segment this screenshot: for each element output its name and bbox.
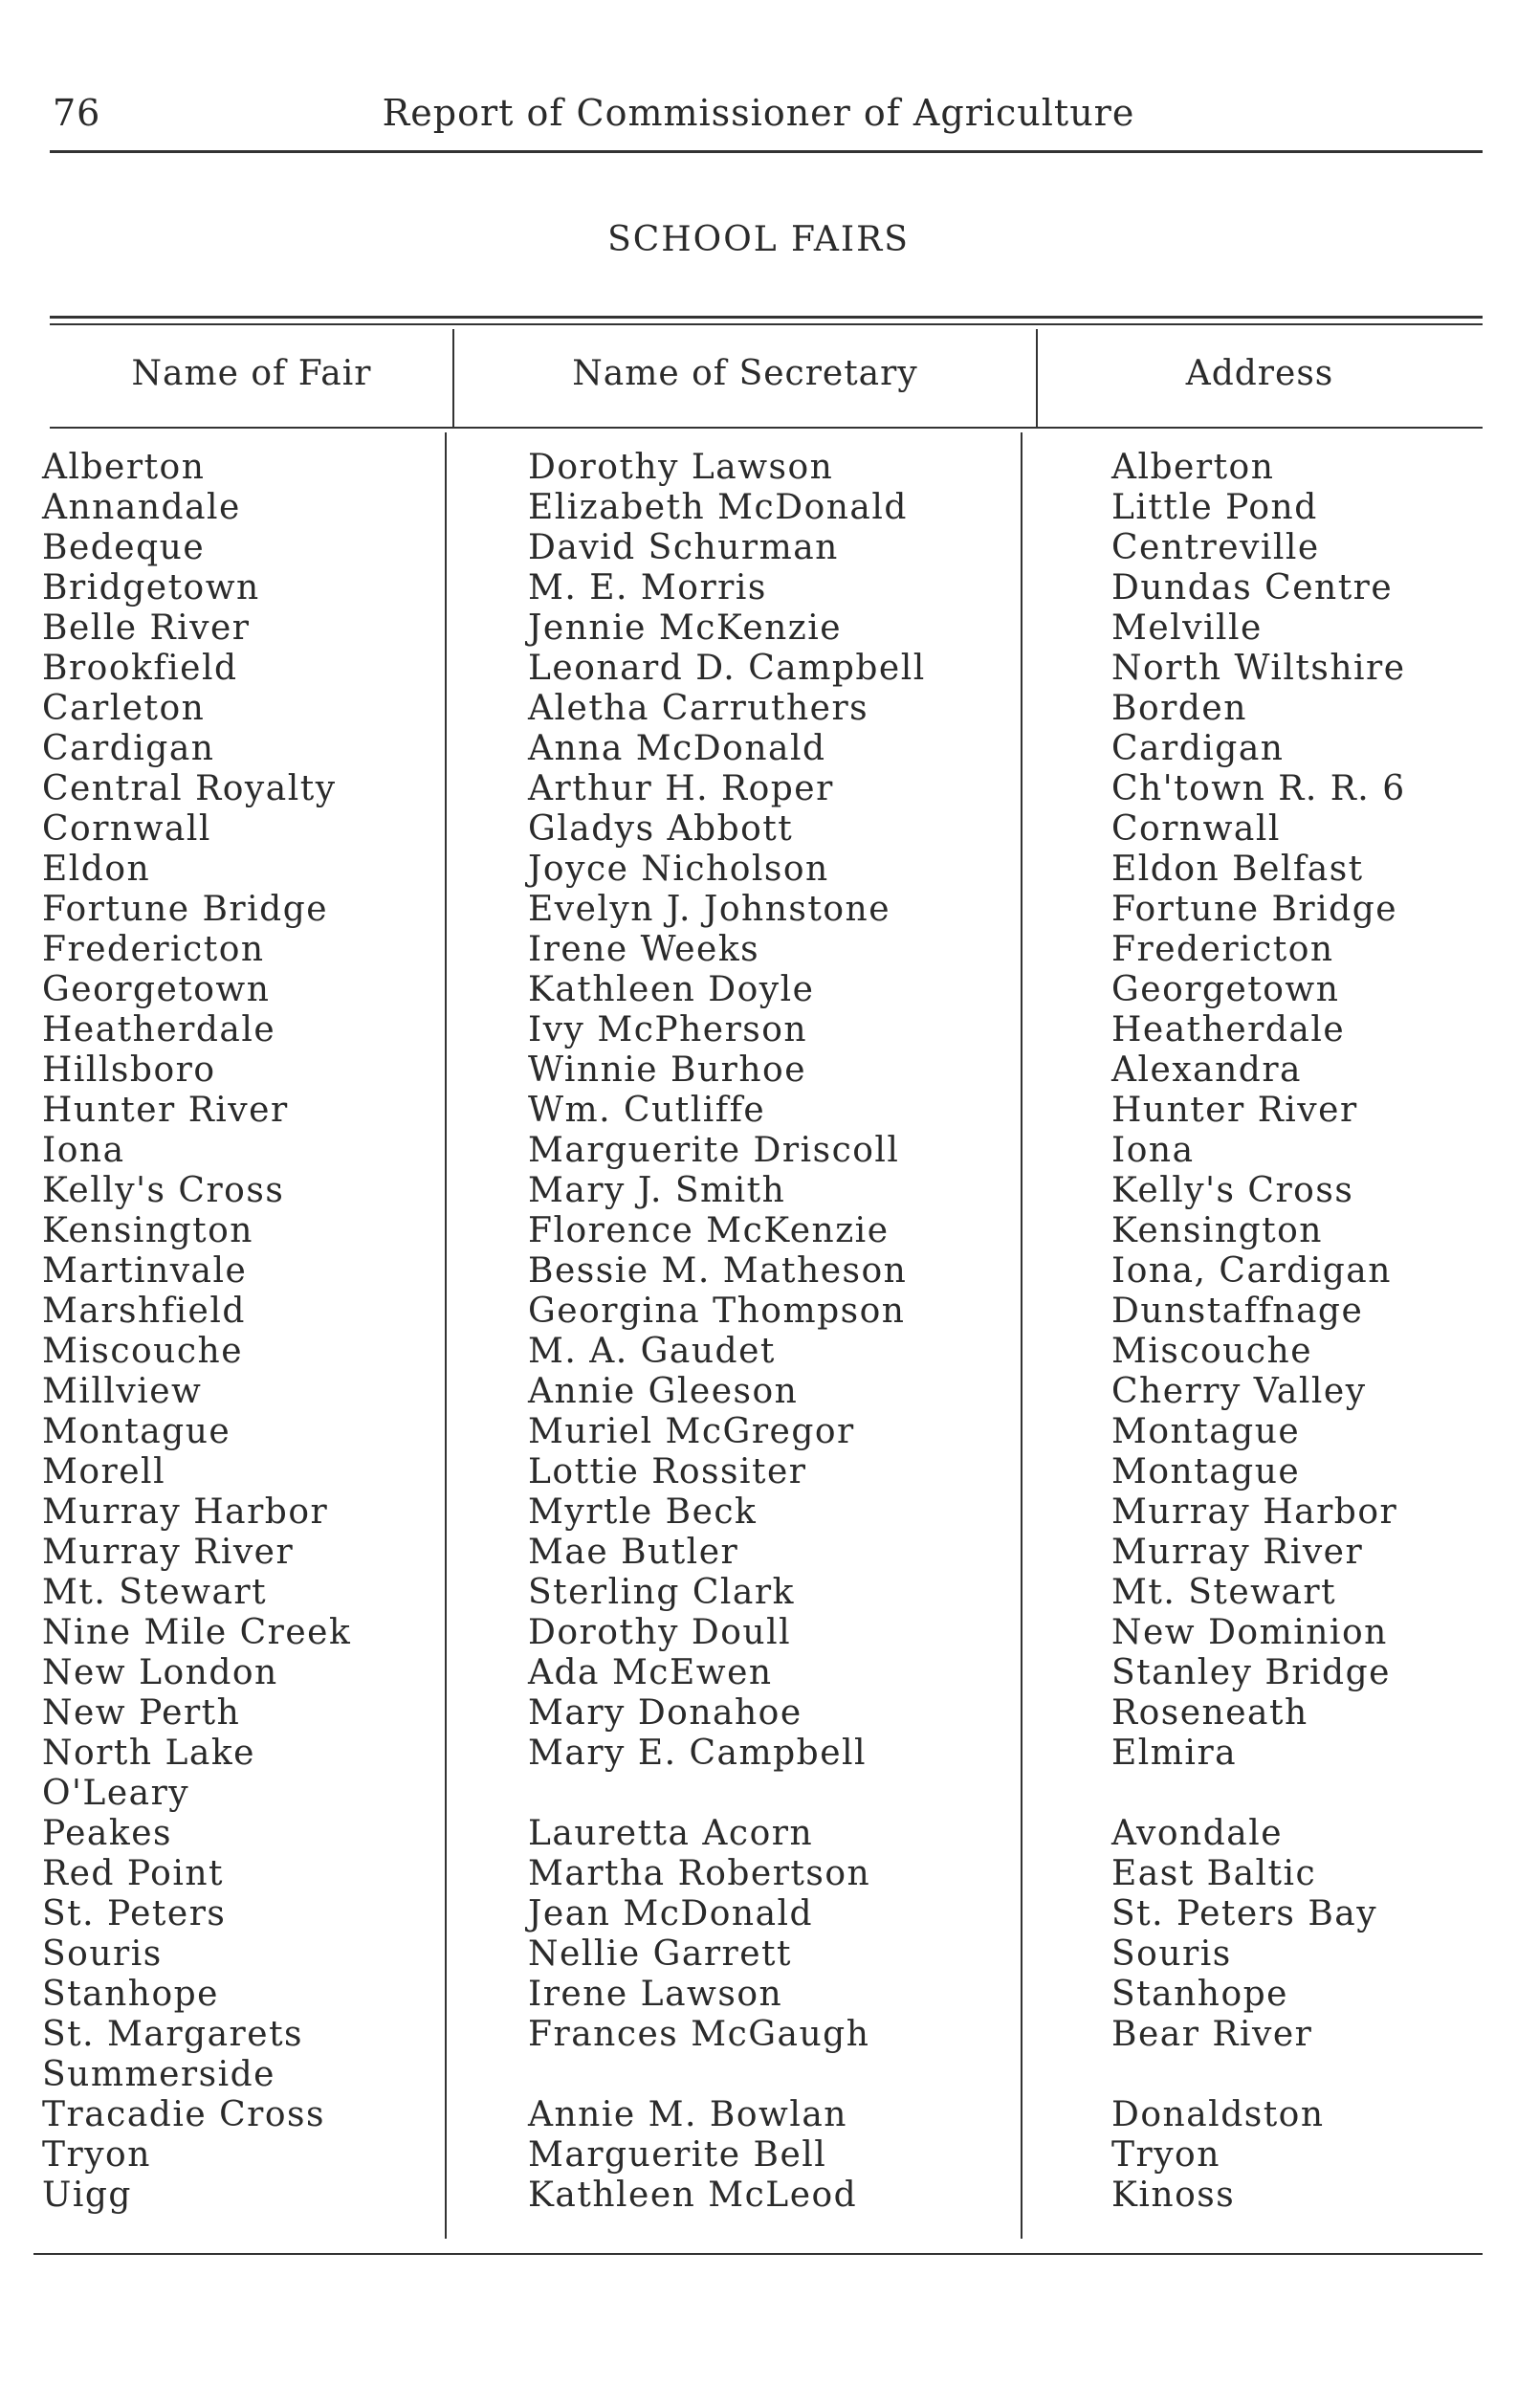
address: Ch'town R. R. 6 <box>1111 769 1406 808</box>
secretary-name: Nellie Garrett <box>528 1934 792 1974</box>
address: Melville <box>1111 608 1263 648</box>
fair-name: Tracadie Cross <box>42 2095 325 2134</box>
address: Kensington <box>1111 1211 1323 1250</box>
secretary-name: Aletha Carruthers <box>528 689 869 728</box>
address: Borden <box>1111 689 1247 728</box>
address: Miscouche <box>1111 1332 1313 1371</box>
address: St. Peters Bay <box>1111 1894 1378 1933</box>
address: North Wiltshire <box>1111 649 1406 688</box>
fair-name: North Lake <box>42 1734 255 1773</box>
fair-name: Summerside <box>42 2055 275 2094</box>
fair-name: Kelly's Cross <box>42 1171 285 1210</box>
address: Cherry Valley <box>1111 1372 1367 1411</box>
column-divider-1-body <box>445 432 447 2239</box>
address: Bear River <box>1111 2015 1313 2054</box>
secretary-name: Jean McDonald <box>528 1894 814 1933</box>
address: Stanley Bridge <box>1111 1653 1391 1692</box>
address: Alberton <box>1111 448 1275 487</box>
secretary-name: M. A. Gaudet <box>528 1332 776 1371</box>
secretary-name: Mae Butler <box>528 1533 739 1572</box>
column-fair-names <box>42 448 351 2216</box>
address <box>1111 1774 1406 1814</box>
secretary-name: Marguerite Driscoll <box>528 1131 900 1170</box>
secretary-name: Lauretta Acorn <box>528 1814 814 1853</box>
fair-name: Peakes <box>42 1814 172 1853</box>
address: Tryon <box>1111 2135 1220 2175</box>
fair-name: Iona <box>42 1131 125 1170</box>
secretary-name: Marguerite Bell <box>528 2135 827 2175</box>
fair-name: O'Leary <box>42 1774 190 1813</box>
fair-name: Central Royalty <box>42 769 337 808</box>
fair-name: Heatherdale <box>42 1010 276 1049</box>
fair-name: Marshfield <box>42 1292 246 1331</box>
secretary-name: Irene Lawson <box>528 1975 783 2014</box>
column-header-secretary: Name of Secretary <box>572 354 918 393</box>
fair-name: Kensington <box>42 1211 253 1250</box>
fair-name: Millview <box>42 1372 203 1411</box>
secretary-name: Elizabeth McDonald <box>528 488 908 527</box>
fair-name: Stanhope <box>42 1975 219 2014</box>
secretary-name <box>528 1774 926 1814</box>
address: Kinoss <box>1111 2176 1236 2215</box>
fair-name: Bridgetown <box>42 568 260 608</box>
running-title: Report of Commissioner of Agriculture <box>382 92 1135 134</box>
address: Fortune Bridge <box>1111 890 1398 929</box>
address: Heatherdale <box>1111 1010 1346 1049</box>
secretary-name: Muriel McGregor <box>528 1412 855 1451</box>
secretary-name: Myrtle Beck <box>528 1492 758 1532</box>
secretary-name: Lottie Rossiter <box>528 1452 807 1491</box>
fair-name: Georgetown <box>42 970 271 1009</box>
address: Fredericton <box>1111 930 1334 969</box>
fair-name: Uigg <box>42 2176 132 2215</box>
fair-name: Fortune Bridge <box>42 890 329 929</box>
page-number: 76 <box>53 92 101 134</box>
address: Murray Harbor <box>1111 1492 1398 1532</box>
fair-name: Montague <box>42 1412 231 1451</box>
secretary-name: Georgina Thompson <box>528 1292 906 1331</box>
fair-name: Carleton <box>42 689 206 728</box>
secretary-name: Annie Gleeson <box>528 1372 799 1411</box>
address: Alexandra <box>1111 1050 1302 1090</box>
secretary-name: Evelyn J. Johnstone <box>528 890 891 929</box>
address: Iona <box>1111 1131 1195 1170</box>
fair-name: Hillsboro <box>42 1050 216 1090</box>
fair-name: Cardigan <box>42 729 215 768</box>
secretary-name: Joyce Nicholson <box>528 850 829 889</box>
fair-name: Belle River <box>42 608 251 648</box>
fair-name: Cornwall <box>42 809 211 849</box>
table-top-rule-secondary <box>50 323 1483 325</box>
column-divider-1 <box>452 329 454 429</box>
fair-name: Morell <box>42 1452 166 1491</box>
address: Montague <box>1111 1452 1301 1491</box>
fair-name: Hunter River <box>42 1091 289 1130</box>
secretary-name: Bessie M. Matheson <box>528 1251 908 1291</box>
fair-name: Eldon <box>42 850 151 889</box>
secretary-name: Annie M. Bowlan <box>528 2095 847 2134</box>
address: New Dominion <box>1111 1613 1388 1652</box>
fair-name: Alberton <box>42 448 206 487</box>
fair-name: Souris <box>42 1934 163 1974</box>
secretary-name: Winnie Burhoe <box>528 1050 807 1090</box>
address: Iona, Cardigan <box>1111 1251 1392 1291</box>
address: East Baltic <box>1111 1854 1317 1893</box>
secretary-name: Florence McKenzie <box>528 1211 890 1250</box>
secretary-name: Anna McDonald <box>528 729 826 768</box>
fair-name: Fredericton <box>42 930 265 969</box>
secretary-name: Ada McEwen <box>528 1653 773 1692</box>
column-header-address: Address <box>1185 354 1334 393</box>
fair-name: Murray Harbor <box>42 1492 329 1532</box>
secretary-name: Gladys Abbott <box>528 809 794 849</box>
address: Souris <box>1111 1934 1232 1974</box>
address: Centreville <box>1111 528 1320 567</box>
fair-name: Brookfield <box>42 649 238 688</box>
secretary-name: M. E. Morris <box>528 568 767 608</box>
column-addresses <box>1111 448 1406 2216</box>
address: Little Pond <box>1111 488 1318 527</box>
fair-name: Murray River <box>42 1533 295 1572</box>
fair-name: Annandale <box>42 488 241 527</box>
secretary-name <box>528 2055 926 2095</box>
address: Cornwall <box>1111 809 1281 849</box>
address: Montague <box>1111 1412 1301 1451</box>
table-top-rule <box>50 316 1483 319</box>
secretary-name: Frances McGaugh <box>528 2015 870 2054</box>
secretary-name: David Schurman <box>528 528 839 567</box>
secretary-name: Mary Donahoe <box>528 1693 802 1733</box>
secretary-name: Jennie McKenzie <box>528 608 843 648</box>
column-divider-2-body <box>1021 432 1022 2239</box>
fair-name: Red Point <box>42 1854 225 1893</box>
fair-name: Bedeque <box>42 528 206 567</box>
fair-name: Miscouche <box>42 1332 244 1371</box>
column-header-fair: Name of Fair <box>131 354 372 393</box>
address: Cardigan <box>1111 729 1285 768</box>
secretary-name: Mary E. Campbell <box>528 1734 868 1773</box>
header-separator-rule <box>50 427 1483 429</box>
secretary-name: Wm. Cutliffe <box>528 1091 766 1130</box>
address: Elmira <box>1111 1734 1238 1773</box>
address: Donaldston <box>1111 2095 1325 2134</box>
address: Roseneath <box>1111 1693 1308 1733</box>
column-divider-2 <box>1036 329 1038 429</box>
fair-name: New London <box>42 1653 278 1692</box>
column-secretary-names <box>528 448 926 2216</box>
fair-name: New Perth <box>42 1693 241 1733</box>
fair-name: Mt. Stewart <box>42 1573 268 1612</box>
secretary-name: Dorothy Doull <box>528 1613 792 1652</box>
secretary-name: Dorothy Lawson <box>528 448 834 487</box>
address <box>1111 2055 1406 2095</box>
fair-name: Martinvale <box>42 1251 248 1291</box>
secretary-name: Arthur H. Roper <box>528 769 834 808</box>
address: Kelly's Cross <box>1111 1171 1354 1210</box>
section-title: SCHOOL FAIRS <box>607 220 910 259</box>
secretary-name: Martha Robertson <box>528 1854 871 1893</box>
fair-name: St. Peters <box>42 1894 227 1933</box>
secretary-name: Kathleen McLeod <box>528 2176 858 2215</box>
secretary-name: Kathleen Doyle <box>528 970 815 1009</box>
address: Murray River <box>1111 1533 1364 1572</box>
address: Avondale <box>1111 1814 1284 1853</box>
address: Stanhope <box>1111 1975 1288 2014</box>
table-bottom-rule <box>33 2253 1483 2255</box>
secretary-name: Irene Weeks <box>528 930 760 969</box>
address: Eldon Belfast <box>1111 850 1364 889</box>
fair-name: Tryon <box>42 2135 151 2175</box>
secretary-name: Ivy McPherson <box>528 1010 808 1049</box>
address: Hunter River <box>1111 1091 1358 1130</box>
secretary-name: Mary J. Smith <box>528 1171 786 1210</box>
secretary-name: Leonard D. Campbell <box>528 649 926 688</box>
secretary-name: Sterling Clark <box>528 1573 795 1612</box>
address: Mt. Stewart <box>1111 1573 1337 1612</box>
address: Georgetown <box>1111 970 1340 1009</box>
address: Dundas Centre <box>1111 568 1394 608</box>
address: Dunstaffnage <box>1111 1292 1364 1331</box>
fair-name: Nine Mile Creek <box>42 1613 352 1652</box>
fair-name: St. Margarets <box>42 2015 304 2054</box>
